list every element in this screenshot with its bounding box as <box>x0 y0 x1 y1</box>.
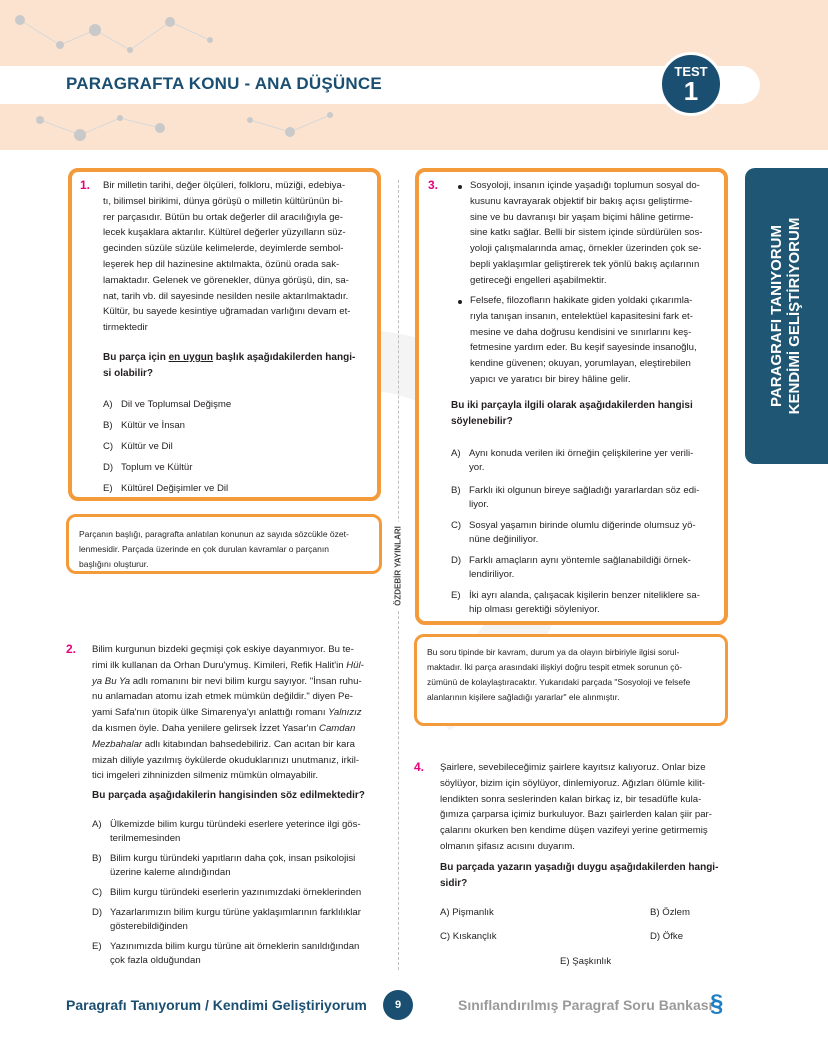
question-3-option-a[interactable]: A) Aynı konuda verilen iki örneğin çelişkilerine yer verili- yor. <box>451 448 694 473</box>
passage-line: tı, bilimsel birikimi, dünya görüşü o milletin kültürünün bi- <box>103 195 343 207</box>
hint-line: başlığını oluşturur. <box>79 559 149 569</box>
hint-line: maktadır. İki parça arasındaki ilişkiyi doğru tespit etmek sorunun çö- <box>427 662 683 672</box>
publisher-label: ÖZDEBİR YAYINLARI <box>394 522 403 610</box>
question-3-passage-1: Sosyoloji, insanın içinde yaşadığı toplumun sosyal do- kusunu kavrayarak objektif bir bakış açısı geliştirme- sine ve bu davranışı bir yaşam biçimi hâline getirme- sine katkı sağlar. Belli bir sistem içinde sürdürülen sos- yoloji çalışmalarında amaç, örnekler üzerinden çok se- bepli yaklaşımlar geliştirerek tek yönlü bakış açılarının getireceği engelleri aşabilmektir. <box>470 180 703 286</box>
question-4-stem: Bu parçada yazarın yaşadığı duygu aşağıdakilerden hangi- sidir? <box>440 862 719 889</box>
question-3-option-c[interactable]: C) Sosyal yaşamın birinde olumlu diğerinde olumsuz yö- nüne değiniliyor. <box>451 520 696 545</box>
passage-line: Bir milletin tarihi, değer ölçüleri, folkloru, müziği, edebiya- <box>103 180 346 191</box>
question-1-stem: Bu parça için en uygun başlık aşağıdakilerden hangi- si olabilir? <box>103 352 356 379</box>
passage-line: lecek kuşaklara aktarılır. Kültürel değerler yüzyılların süz- <box>103 227 346 239</box>
passage-line: leşerek hep dil hazinesine aktılmakta, özünü orada sak- <box>103 258 340 270</box>
test-label: TEST <box>674 64 708 79</box>
question-3-option-d[interactable]: D) Farklı amaçların aynı yöntemle sağlanabildiği örnek- lendiriliyor. <box>451 555 691 580</box>
page-number: 9 <box>383 990 413 1020</box>
question-1-passage <box>103 178 369 336</box>
hint-line: lenmesidir. Parçada üzerinde en çok durulan kavramlar o parçanın <box>79 544 329 554</box>
question-2-stem: Bu parçada aşağıdakilerin hangisinden söz edilmektedir? <box>92 790 365 801</box>
question-3-passage-2: Felsefe, filozofların hakikate giden yoldaki çıkarımla- rıyla tanışan insanın, entelektüel kapasitesini fark et- mesine ve daha doğrusu kendisini ve sınırlarını keş- fetmesine yardım eder. Bu keşif sayesinde insanoğlu, kendine güvenen; okuyan, yorumlayan, eleştirebilen yapıcı ve yaratıcı bir birey hâline gelir. <box>470 295 697 385</box>
side-tab-line2: KENDİMİ GELİŞTİRİYORUM <box>786 217 803 415</box>
bullet-icon <box>458 300 462 304</box>
hint-1-box <box>66 514 382 574</box>
question-1-option-c[interactable]: C) Kültür ve Dil <box>103 441 173 452</box>
question-3-stem: Bu iki parçayla ilgili olarak aşağıdakilerden hangisi söylenebilir? <box>451 400 693 427</box>
question-2-option-e[interactable]: E) Yazınımızda bilim kurgu türüne ait örneklerin sanıldığından çok fazla olduğundan <box>92 941 360 966</box>
question-1-option-a[interactable]: A) Dil ve Toplumsal Değişme <box>103 399 232 410</box>
hint-line: zümünü de kolaylaştıracaktır. Yukarıdaki parçada "Sosyoloji ve felsefe <box>427 677 691 687</box>
question-1-option-b[interactable]: B) Kültür ve İnsan <box>103 420 185 431</box>
page-title: PARAGRAFTA KONU - ANA DÜŞÜNCE <box>66 74 382 93</box>
hint-line: Bu soru tipinde bir kavram, durum ya da olayın birbiriyle ilgisi sorul- <box>427 647 680 657</box>
passage-line: nat, tarih vb. dil sayesinde nesilden nesile aktarılmaktadır. <box>103 290 349 302</box>
footer-book-title: Sınıflandırılmış Paragraf Soru Bankası <box>458 997 713 1013</box>
test-number: 1 <box>683 76 699 106</box>
question-4-option-c[interactable]: C) Kıskançlık <box>440 931 497 942</box>
question-4-option-b[interactable]: B) Özlem <box>650 907 690 918</box>
question-2-number: 2. <box>66 642 77 656</box>
question-1-option-d[interactable]: D) Toplum ve Kültür <box>103 462 193 473</box>
question-4-passage: Şairlere, sevebileceğimiz şairlere kayıtsız kalıyoruz. Onlar bize söylüyor, bizim için söylüyor, dinlemiyoruz. Ağızları ölümle kilit- lendikten sonra seslerinden kalan birkaç iz, bir tesadüfle kula- ğımıza çarparsa içimiz burkuluyor. Bazı şairlerden kalan şiir par- çalarını okurken ben kendime düşen vazifeyi yerine getirmemiş olmanın şifasız acısını duyarım. <box>440 762 712 852</box>
question-3-option-e[interactable]: E) İki ayrı alanda, çalışacak kişilerin benzer niteliklere sa- hip olması gerektiği söyleniyor. <box>451 590 700 615</box>
question-4-option-a[interactable]: A) Pişmanlık <box>440 907 494 918</box>
question-4-number: 4. <box>414 760 425 774</box>
question-2-option-d[interactable]: D) Yazarlarımızın bilim kurgu türüne yaklaşımlarının farklılıklar gösterebildiğinden <box>92 907 361 932</box>
bullet-icon <box>458 185 462 189</box>
footer-series-title: Paragrafı Tanıyorum / Kendimi Geliştiriyorum <box>66 997 367 1013</box>
question-1-option-e[interactable]: E) Kültürel Değişimler ve Dil <box>103 483 229 494</box>
side-tab <box>745 168 828 464</box>
question-1-number: 1. <box>80 178 91 192</box>
question-3-option-b[interactable]: B) Farklı iki olgunun bireye sağladığı yararlardan söz edi- liyor. <box>451 485 700 510</box>
question-2-option-a[interactable]: A) Ülkemizde bilim kurgu türündeki eserlere yeterince ilgi gös- terilmemesinden <box>92 819 361 844</box>
passage-line: gecinden süzüle süzüle kelimelerde, deyimlerde sembol- <box>103 243 344 255</box>
hint-line: Parçanın başlığı, paragrafta anlatılan konunun az sayıda sözcükle özet- <box>79 529 349 539</box>
passage-line: tirmektedir <box>103 322 148 334</box>
question-2-option-b[interactable]: B) Bilim kurgu türündeki yapıtların daha çok, insan psikolojisi üzerine kaleme alındığından <box>92 853 356 878</box>
question-3-number: 3. <box>428 178 439 192</box>
section-sign-icon: § <box>710 990 724 1017</box>
question-2-passage: Bilim kurgunun bizdeki geçmişi çok eskiye dayanmıyor. Bu te- rimi ilk kullanan da Orhan Duru'ymuş. Kimileri, Refik Halit'in Hül- ya Bu Ya adlı romanını bir nevi bilim kurgu sayıyor. "İnsan ruhu- nu anlamadan atomu izah etmek mümkün değildir." diyen Pe- yami Safa'nın ütopik ülke Simarenya'yı anlattığı romanı Yalnızız da kısmen öyle. Daha yenilere gelirsek İzzet Yasar'ın Camdan Mezbahalar adlı kitabından bahsedebiliriz. Can acıtan bir kara mizah diliyle yazılmış öykülerde okuduklarınızı unutmanız, irkil- tici imgeleri zihninizden silmeniz mümkün olmayabilir. <box>92 644 364 782</box>
question-2-option-c[interactable]: C) Bilim kurgu türündeki eserlerin yazınımızdaki örneklerinden <box>92 887 362 898</box>
passage-line: lamaktadır. Gelenek ve görenekler, dünya görüşü, din, sa- <box>103 274 349 286</box>
passage-line: Kültür, bu sayede kesintiye uğramadan varlığını devam et- <box>103 306 351 318</box>
question-4-option-e[interactable]: E) Şaşkınlık <box>560 956 612 967</box>
hint-3-box <box>414 634 728 726</box>
passage-line: rer parçasıdır. Bütün bu ortak değerler dil aracılığıyla ge- <box>103 211 343 223</box>
test-badge <box>659 52 723 116</box>
question-4-option-d[interactable]: D) Öfke <box>650 931 684 942</box>
hint-line: alanlarının kişilere sağladığı yararlar" ele alınmıştır. <box>427 692 620 702</box>
side-tab-line1: PARAGRAFI TANIYORUM <box>768 225 785 407</box>
